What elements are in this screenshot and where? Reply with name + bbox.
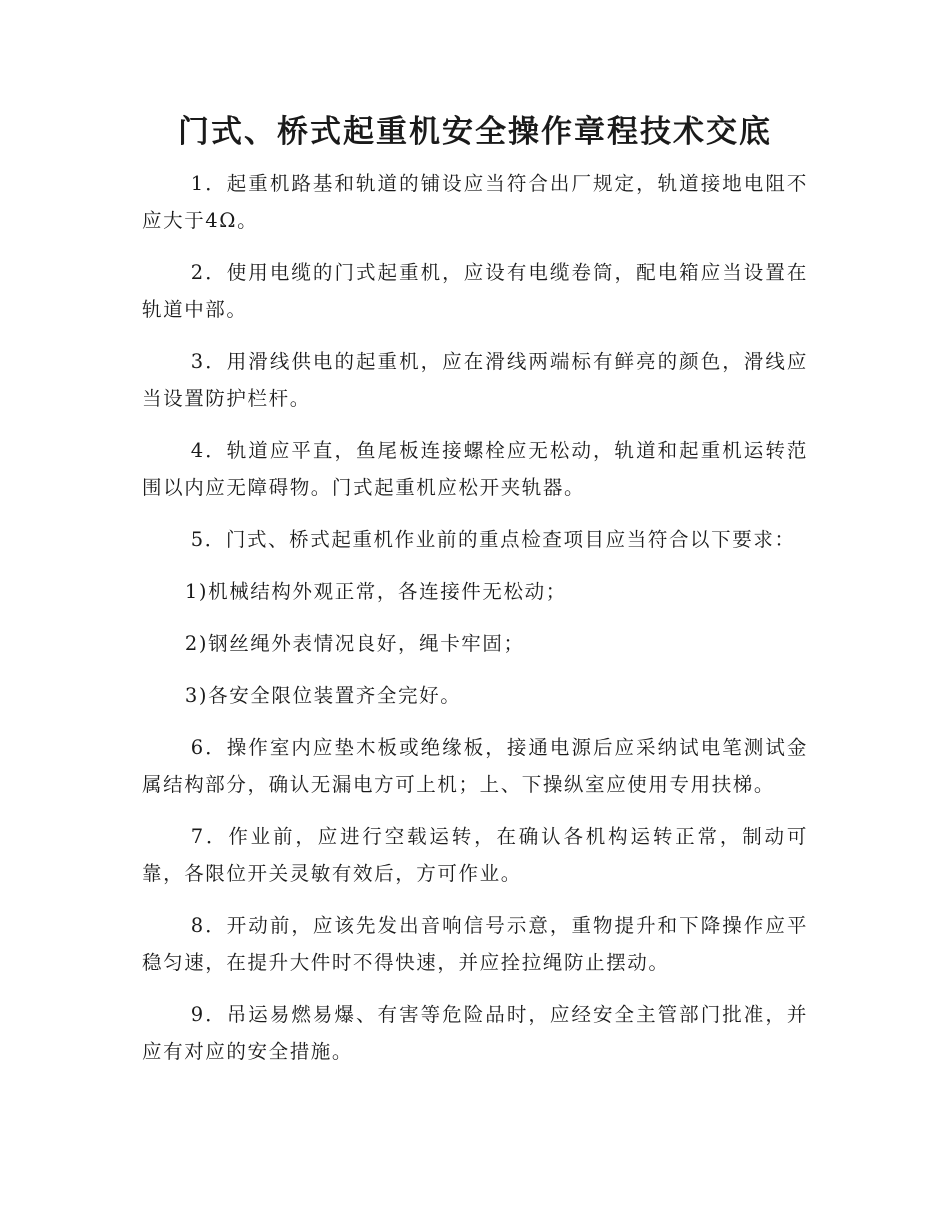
paragraph-item-3: 3．用滑线供电的起重机，应在滑线两端标有鲜亮的颜色，滑线应当设置防护栏杆。 xyxy=(142,350,808,410)
document-body xyxy=(142,165,808,1085)
paragraph-item-7: 7．作业前，应进行空载运转，在确认各机构运转正常，制动可靠，各限位开关灵敏有效后，方可作业。 xyxy=(142,825,808,885)
paragraph-item-4: 4．轨道应平直，鱼尾板连接螺栓应无松动，轨道和起重机运转范围以内应无障碍物。门式起重机应松开夹轨器。 xyxy=(142,439,808,499)
document-title: 门式、桥式起重机安全操作章程技术交底 xyxy=(178,114,772,150)
paragraph-item-8: 8．开动前，应该先发出音响信号示意，重物提升和下降操作应平稳匀速，在提升大件时不得快速，并应拴拉绳防止摆动。 xyxy=(142,914,808,974)
paragraph-item-1: 1．起重机路基和轨道的铺设应当符合出厂规定，轨道接地电阻不应大于4Ω。 xyxy=(142,172,808,232)
paragraph-item-5: 5．门式、桥式起重机作业前的重点检查项目应当符合以下要求： xyxy=(190,528,796,551)
paragraph-item-6: 6．操作室内应垫木板或绝缘板，接通电源后应采纳试电笔测试金属结构部分，确认无漏电方可上机；上、下操纵室应使用专用扶梯。 xyxy=(142,736,808,796)
sub-item-3: 3)各安全限位装置齐全完好。 xyxy=(184,684,462,707)
paragraph-item-2: 2．使用电缆的门式起重机，应设有电缆卷筒，配电箱应当设置在轨道中部。 xyxy=(142,261,808,321)
paragraph-item-9: 9．吊运易燃易爆、有害等危险品时，应经安全主管部门批准，并应有对应的安全措施。 xyxy=(142,1003,808,1063)
sub-item-2: 2)钢丝绳外表情况良好，绳卡牢固； xyxy=(184,632,525,655)
sub-item-1: 1)机械结构外观正常，各连接件无松动； xyxy=(184,580,567,603)
